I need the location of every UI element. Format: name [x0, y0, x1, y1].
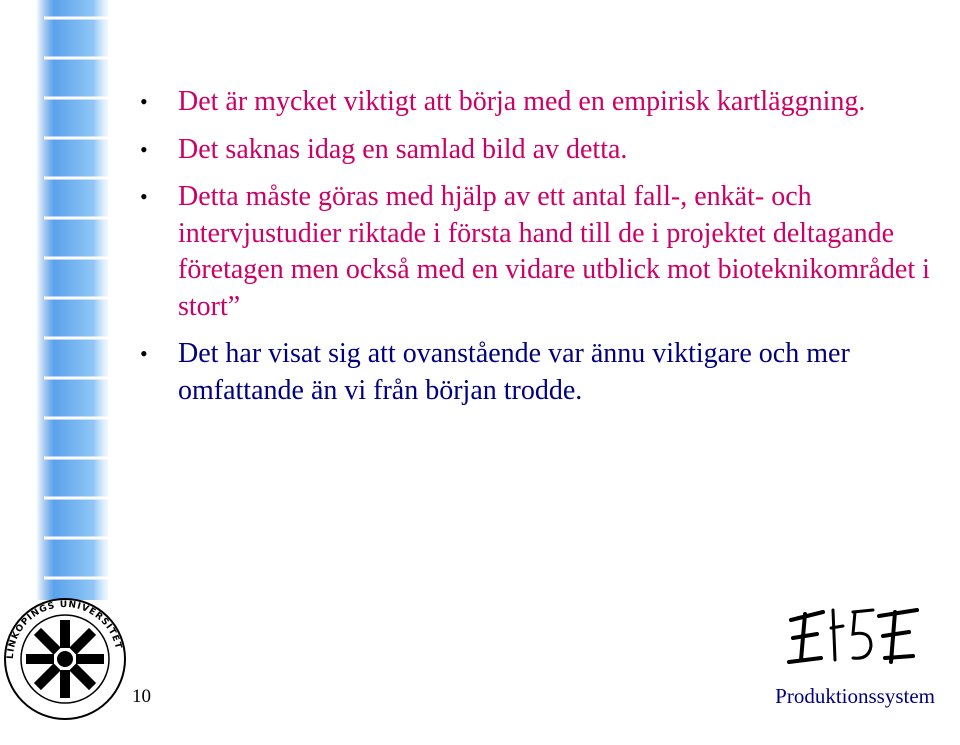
bullet-text: Det saknas idag en samlad bild av detta. [178, 133, 628, 165]
bullet-item [136, 132, 951, 169]
page-number: 10 [132, 686, 151, 707]
signature-logo [783, 600, 933, 670]
bullet-dot-icon: • [140, 136, 148, 162]
university-seal-logo [2, 596, 128, 722]
bullet-item [136, 179, 951, 325]
bullet-item [136, 336, 951, 409]
bullet-text: Detta måste göras med hjälp av ett antal fall-, enkät- och intervjustudier riktade i första hand till de i projektet deltagande företagen men också med en vidare utblick mot bioteknikområdet i stort” [178, 181, 930, 322]
bullet-dot-icon: • [140, 89, 148, 114]
slide-content [136, 84, 951, 420]
decorative-stripe-bar [0, 0, 120, 600]
bullet-text: Det har visat sig att ovanstående var ännu viktigare och mer omfattande än vi från början trodde. [178, 338, 850, 406]
footer-label: Produktionssystem [775, 684, 935, 708]
bullet-dot-icon: • [140, 341, 148, 366]
bullet-item [136, 84, 951, 121]
bullet-dot-icon: • [140, 184, 148, 209]
seal-text: LINKÖPINGS UNIVERSITET [5, 599, 124, 660]
bullet-text: Det är mycket viktigt att börja med en empirisk kartläggning. [178, 86, 866, 117]
bullet-list [136, 84, 951, 409]
